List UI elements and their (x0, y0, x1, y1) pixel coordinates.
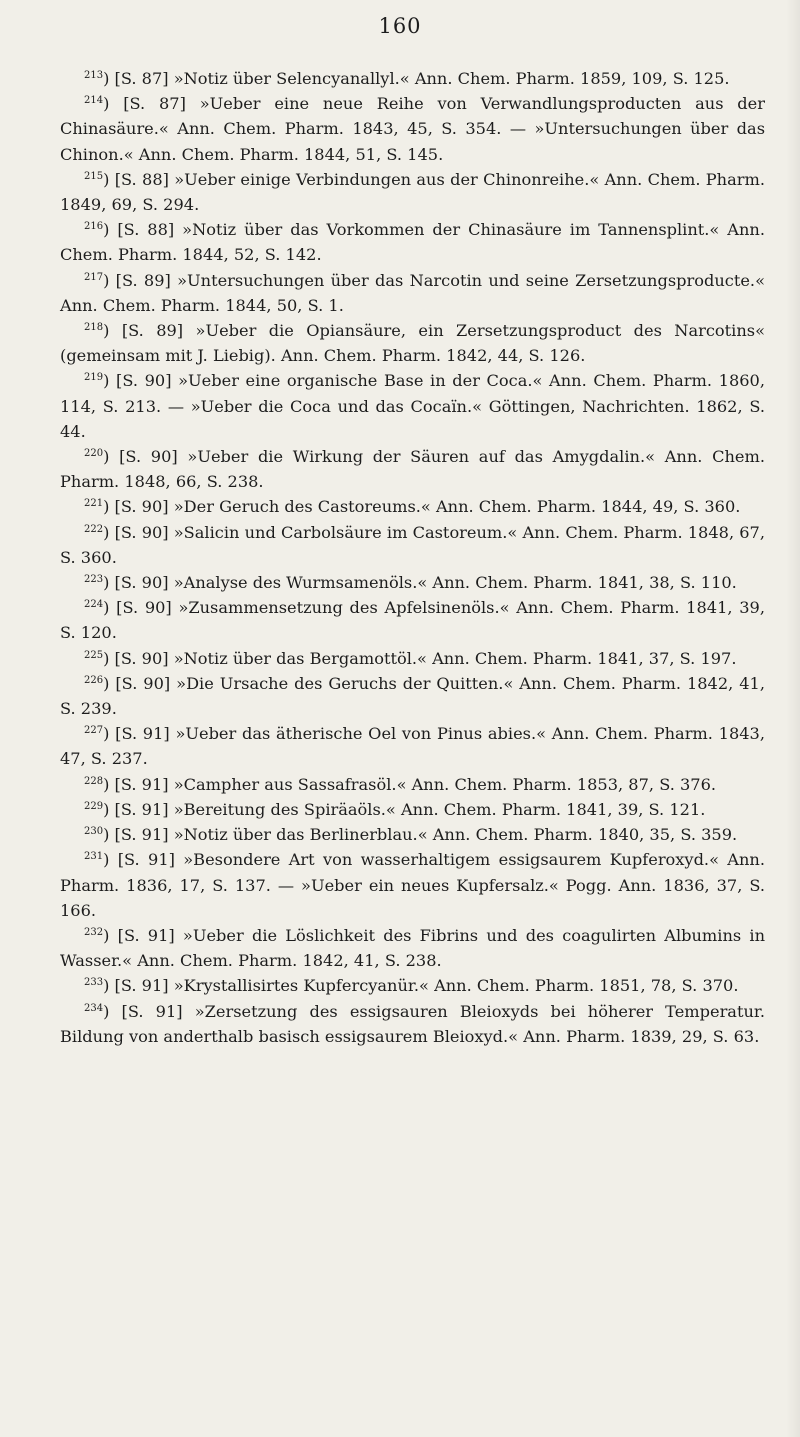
footnote-number: 224 (84, 599, 104, 611)
footnote-229 (60, 797, 765, 822)
footnote-number: 217 (84, 271, 104, 283)
footnote-list (60, 66, 765, 1049)
footnote-224 (60, 595, 765, 645)
footnote-230 (60, 822, 765, 847)
footnote-219 (60, 368, 765, 444)
footnote-234 (60, 999, 765, 1049)
footnote-number: 214 (84, 95, 104, 107)
footnote-213 (60, 66, 765, 91)
footnote-number: 227 (84, 725, 104, 737)
footnote-number: 222 (84, 523, 104, 535)
footnote-233 (60, 973, 765, 998)
page-edge-shadow (786, 0, 800, 1437)
footnote-222 (60, 520, 765, 570)
footnote-number: 218 (84, 322, 104, 334)
footnote-number: 230 (84, 826, 104, 838)
footnote-text: ) [S. 89] »Untersuchungen über das Narcotin und seine Zersetzungsproducte.« Ann. Chem. Pharm. 1844, 50, S. 1. (60, 270, 765, 315)
footnote-text: ) [S. 91] »Zersetzung des essigsauren Bleioxyds bei höherer Temperatur. Bildung von anderthalb basisch essigsaurem Bleioxyd.« Ann. Pharm. 1839, 29, S. 63. (60, 1001, 765, 1046)
footnote-text: ) [S. 90] »Salicin und Carbolsäure im Castoreum.« Ann. Chem. Pharm. 1848, 67, S. 360. (60, 522, 765, 567)
footnote-number: 228 (84, 775, 104, 787)
footnote-number: 234 (84, 1002, 104, 1014)
footnote-214 (60, 91, 765, 167)
footnote-215 (60, 167, 765, 217)
footnote-text: ) [S. 91] »Ueber die Löslichkeit des Fibrins und des coagulirten Albumins in Wasser.« Ann. Chem. Pharm. 1842, 41, S. 238. (60, 925, 765, 971)
footnote-228 (60, 772, 765, 797)
footnote-number: 215 (84, 170, 104, 182)
footnote-text: ) [S. 91] »Krystallisirtes Kupfercyanür.« Ann. Chem. Pharm. 1851, 78, S. 370. (103, 976, 739, 996)
footnote-number: 221 (84, 498, 104, 510)
footnote-text: ) [S. 87] »Notiz über Selencyanallyl.« Ann. Chem. Pharm. 1859, 109, S. 125. (103, 69, 730, 88)
footnote-number: 231 (84, 851, 104, 863)
footnote-221 (60, 494, 765, 519)
footnote-227 (60, 721, 765, 771)
footnote-text: ) [S. 91] »Besondere Art von wasserhaltigem essigsaurem Kupferoxyd.« Ann. Pharm. 1836, 17, S. 137. — »Ueber ein neues Kupfersalz.« Pogg. Ann. 1836, 37, S. 166. (60, 850, 765, 920)
footnote-number: 232 (84, 926, 104, 938)
footnote-text: ) [S. 91] »Bereitung des Spiräaöls.« Ann. Chem. Pharm. 1841, 39, S. 121. (103, 799, 706, 819)
footnote-text: ) [S. 90] »Ueber eine organische Base in der Coca.« Ann. Chem. Pharm. 1860, 114, S. 213. — »Ueber die Coca und das Cocaïn.« Göttingen, Nachrichten. 1862, S. 44. (60, 371, 765, 441)
footnote-text: ) [S. 90] »Ueber die Wirkung der Säuren auf das Amygdalin.« Ann. Chem. Pharm. 1848, 66, S. 238. (60, 447, 765, 492)
footnote-232 (60, 923, 765, 973)
footnote-number: 216 (84, 221, 104, 233)
footnote-text: ) [S. 91] »Ueber das ätherische Oel von Pinus abies.« Ann. Chem. Pharm. 1843, 47, S. 237. (60, 724, 765, 769)
footnote-number: 219 (84, 372, 104, 384)
footnote-text: ) [S. 88] »Notiz über das Vorkommen der Chinasäure im Tannensplint.« Ann. Chem. Pharm. 1844, 52, S. 142. (60, 220, 765, 265)
footnote-text: ) [S. 90] »Die Ursache des Geruchs der Quitten.« Ann. Chem. Pharm. 1842, 41, S. 239. (60, 673, 765, 719)
footnote-text: ) [S. 88] »Ueber einige Verbindungen aus der Chinonreihe.« Ann. Chem. Pharm. 1849, 69, S. 294. (60, 169, 765, 215)
footnote-number: 229 (84, 800, 104, 812)
footnote-text: ) [S. 90] »Analyse des Wurmsamenöls.« Ann. Chem. Pharm. 1841, 38, S. 110. (103, 573, 737, 593)
footnote-text: ) [S. 91] »Campher aus Sassafrasöl.« Ann. Chem. Pharm. 1853, 87, S. 376. (103, 774, 717, 794)
footnote-220 (60, 444, 765, 494)
footnote-225 (60, 646, 765, 671)
footnote-216 (60, 217, 765, 267)
footnote-217 (60, 268, 765, 318)
footnote-231 (60, 847, 765, 923)
footnote-223 (60, 570, 765, 595)
footnote-text: ) [S. 89] »Ueber die Opiansäure, ein Zersetzungsproduct des Narcotins« (gemeinsam mit J. Liebig). Ann. Chem. Pharm. 1842, 44, S. 126. (60, 321, 765, 366)
footnote-text: ) [S. 91] »Notiz über das Berlinerblau.« Ann. Chem. Pharm. 1840, 35, S. 359. (103, 825, 738, 845)
footnote-number: 213 (84, 70, 104, 81)
footnote-text: ) [S. 90] »Notiz über das Bergamottöl.« Ann. Chem. Pharm. 1841, 37, S. 197. (103, 648, 737, 668)
footnote-218 (60, 318, 765, 368)
footnote-text: ) [S. 87] »Ueber eine neue Reihe von Verwandlungsproducten aus der Chinasäure.« Ann. Chem. Pharm. 1843, 45, S. 354. — »Untersuchungen über das Chinon.« Ann. Chem. Pharm. 1844, 51, S. 145. (60, 94, 765, 164)
page-number: 160 (378, 14, 422, 38)
footnote-number: 225 (84, 649, 104, 661)
footnote-number: 220 (84, 448, 104, 460)
footnote-226 (60, 671, 765, 721)
footnote-number: 226 (84, 674, 104, 686)
footnote-text: ) [S. 90] »Zusammensetzung des Apfelsinenöls.« Ann. Chem. Pharm. 1841, 39, S. 120. (60, 598, 765, 643)
footnote-text: ) [S. 90] »Der Geruch des Castoreums.« Ann. Chem. Pharm. 1844, 49, S. 360. (103, 497, 741, 517)
footnote-number: 223 (84, 574, 104, 586)
footnote-number: 233 (84, 977, 104, 989)
